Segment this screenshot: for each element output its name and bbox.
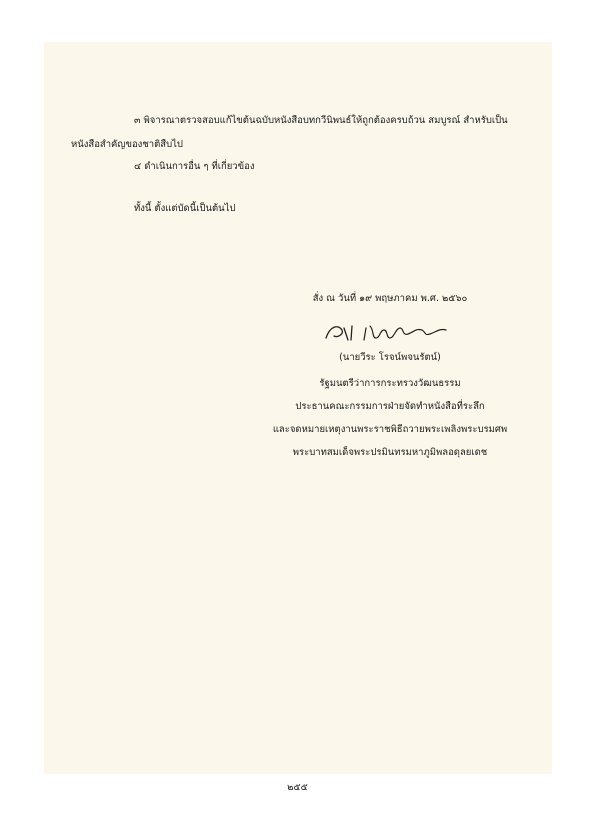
- signatory-position-4: พระบาทสมเด็จพระปรมินทรมหาภูมิพลอดุลยเดช: [292, 447, 488, 458]
- item-4: ๔ ดำเนินการอื่น ๆ ที่เกี่ยวข้อง: [134, 161, 255, 172]
- order-date: สั่ง ณ วันที่ ๑๙ พฤษภาคม พ.ศ. ๒๕๖๐: [312, 293, 468, 304]
- signatory-position-2: ประธานคณะกรรมการฝ่ายจัดทำหนังสือที่ระลึก: [295, 401, 485, 412]
- closing-statement: ทั้งนี้ ตั้งแต่บัดนี้เป็นต้นไป: [134, 203, 236, 214]
- signatory-position-1: รัฐมนตรีว่าการกระทรวงวัฒนธรรม: [319, 378, 461, 389]
- item-3-line-2: หนังสือสำคัญของชาติสืบไป: [71, 139, 183, 150]
- signatory-name: (นายวีระ โรจน์พจนรัตน์): [339, 352, 441, 363]
- handwritten-signature: [318, 316, 458, 346]
- item-3-line-1: ๓ พิจารณาตรวจสอบแก้ไขต้นฉบับหนังสือบทกวีนิพนธ์ให้ถูกต้องครบถ้วน สมบูรณ์ สำหรับเป็น: [134, 115, 508, 126]
- signatory-position-3: และจดหมายเหตุงานพระราชพิธีถวายพระเพลิงพระบรมศพ: [272, 424, 508, 435]
- page-number: ๒๕๕: [287, 782, 308, 793]
